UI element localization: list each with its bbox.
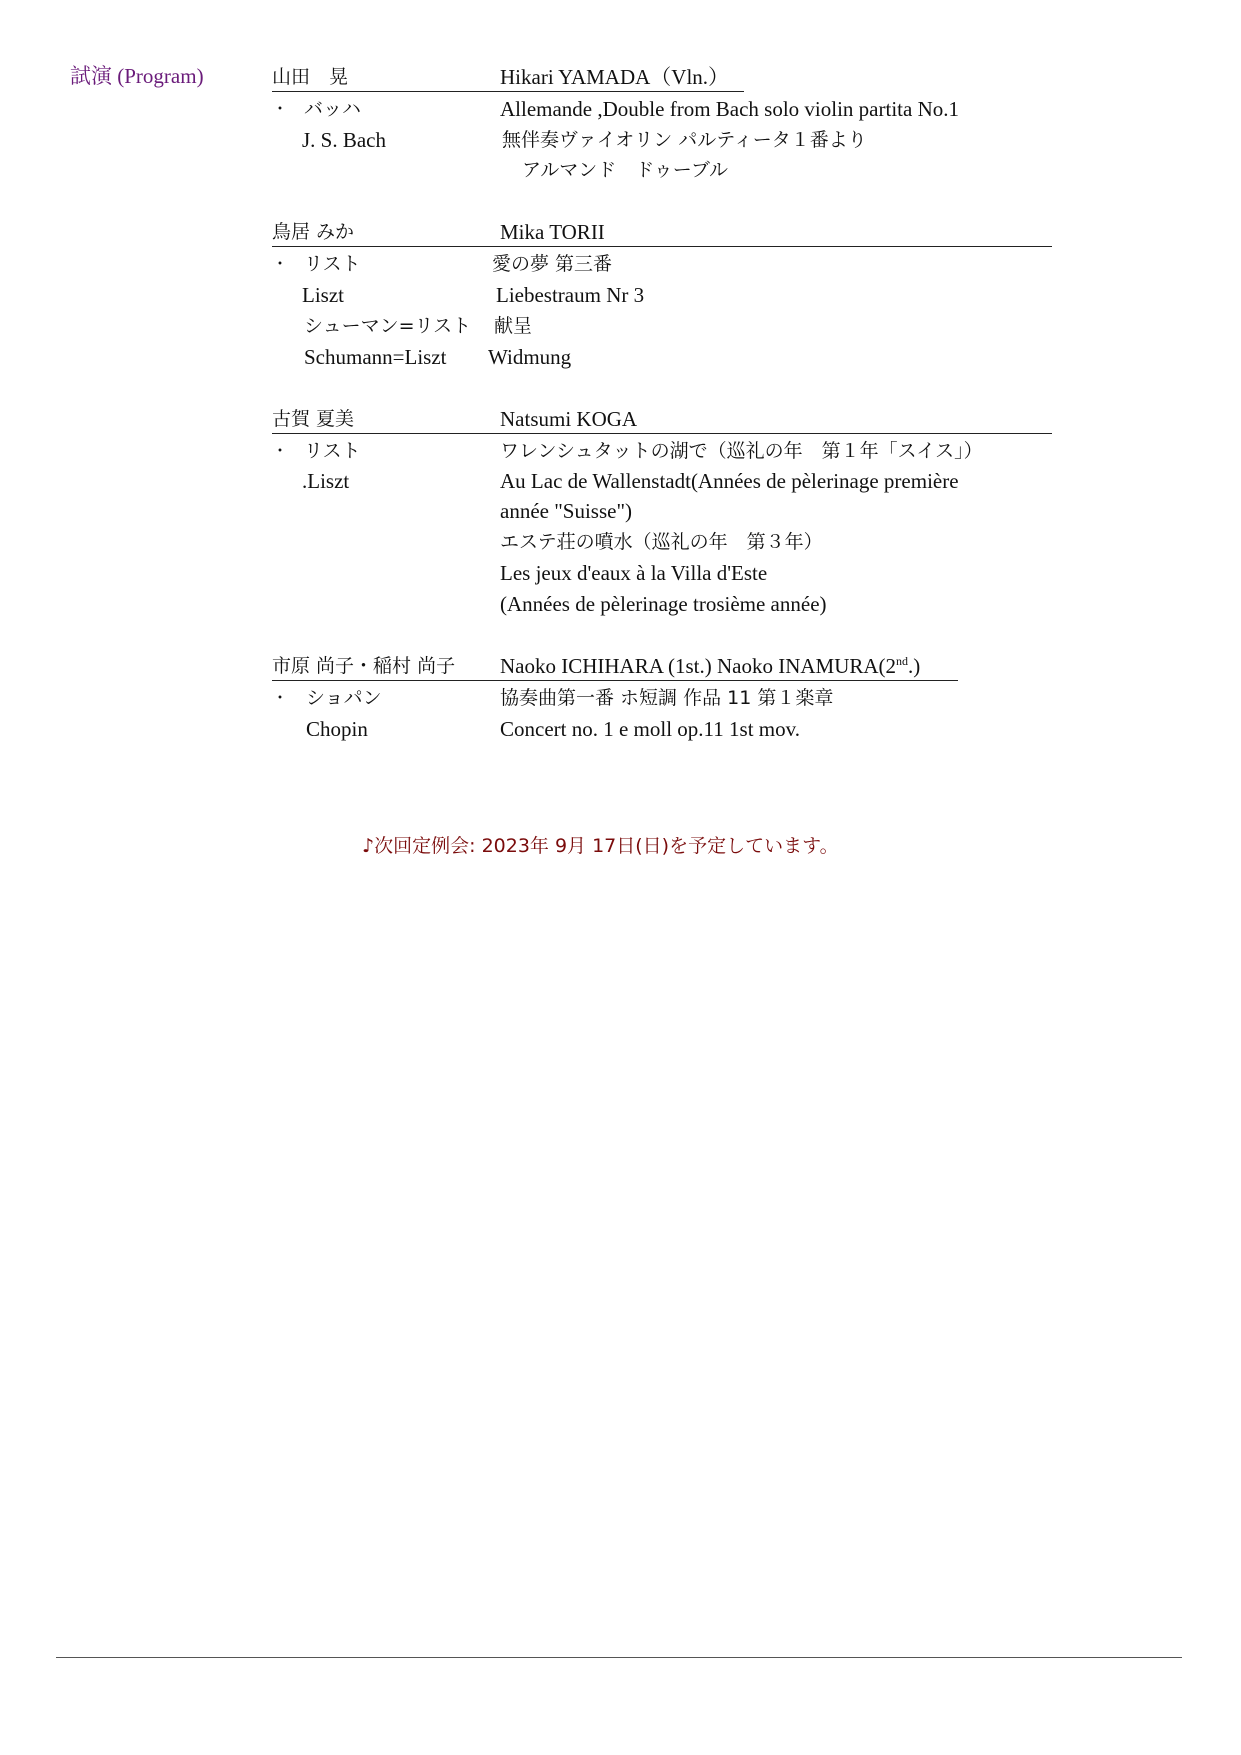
section-label: 試演 (Program) xyxy=(70,64,204,88)
work-title: Les jeux d'eaux à la Villa d'Este xyxy=(500,561,768,585)
composer-en: Liszt xyxy=(302,283,344,307)
composer-ja: シューマン=リスト xyxy=(304,315,472,337)
composer-ja: ショパン xyxy=(306,687,382,709)
performer-header xyxy=(272,652,958,681)
composer-ja: リスト xyxy=(304,440,361,462)
performer-name-ja: 市原 尚子・稲村 尚子 xyxy=(272,655,456,677)
performer-name-en: Naoko ICHIHARA (1st.) Naoko INAMURA(2nd.) xyxy=(500,654,921,678)
next-meeting-notice: ♪次回定例会: 2023年 9月 17日(日)を予定しています。 xyxy=(362,835,839,857)
work-title: (Années de pèlerinage trosième année) xyxy=(500,592,827,616)
work-title: Concert no. 1 e moll op.11 1st mov. xyxy=(500,717,800,741)
work-title: アルマンド ドゥーブル xyxy=(522,159,729,181)
bullet: ・ xyxy=(272,254,289,273)
work-title: 献呈 xyxy=(494,315,533,337)
performer-name-en: Mika TORII xyxy=(500,220,605,244)
composer-en: Chopin xyxy=(306,717,368,741)
work-title: 愛の夢 第三番 xyxy=(492,253,613,275)
composer-ja: リスト xyxy=(304,253,361,275)
performer-name-en: Natsumi KOGA xyxy=(500,407,638,431)
performer-header xyxy=(272,405,1052,434)
work-title: エステ荘の噴水（巡礼の年 第３年） xyxy=(500,531,823,553)
footer-divider xyxy=(56,1657,1182,1658)
bullet: ・ xyxy=(272,441,289,460)
performer-header xyxy=(272,218,1052,247)
composer-en: .Liszt xyxy=(302,469,350,493)
performer-name-ja: 山田 晃 xyxy=(272,66,349,88)
work-title: Au Lac de Wallenstadt(Années de pèlerinage première xyxy=(500,469,959,493)
work-title: Allemande ,Double from Bach solo violin partita No.1 xyxy=(500,97,959,121)
bullet: ・ xyxy=(272,688,289,707)
work-title: Liebestraum Nr 3 xyxy=(496,283,645,307)
composer-ja: バッハ xyxy=(304,98,362,120)
performer-name-ja: 鳥居 みか xyxy=(272,221,355,243)
work-title: 無伴奏ヴァイオリン パルティータ１番より xyxy=(502,129,867,151)
performer-name-en: Hikari YAMADA（Vln.） xyxy=(500,65,730,89)
work-title: 協奏曲第一番 ホ短調 作品 11 第１楽章 xyxy=(500,687,834,709)
composer-en: Schumann=Liszt xyxy=(304,345,447,369)
work-title: année "Suisse") xyxy=(500,499,633,523)
bullet: ・ xyxy=(272,99,289,118)
performer-name-ja: 古賀 夏美 xyxy=(272,408,355,430)
work-title: ワレンシュタットの湖で（巡礼の年 第１年「スイス」） xyxy=(500,440,983,462)
work-title: Widmung xyxy=(488,345,572,369)
performer-header xyxy=(272,63,744,92)
composer-en: J. S. Bach xyxy=(302,128,386,152)
